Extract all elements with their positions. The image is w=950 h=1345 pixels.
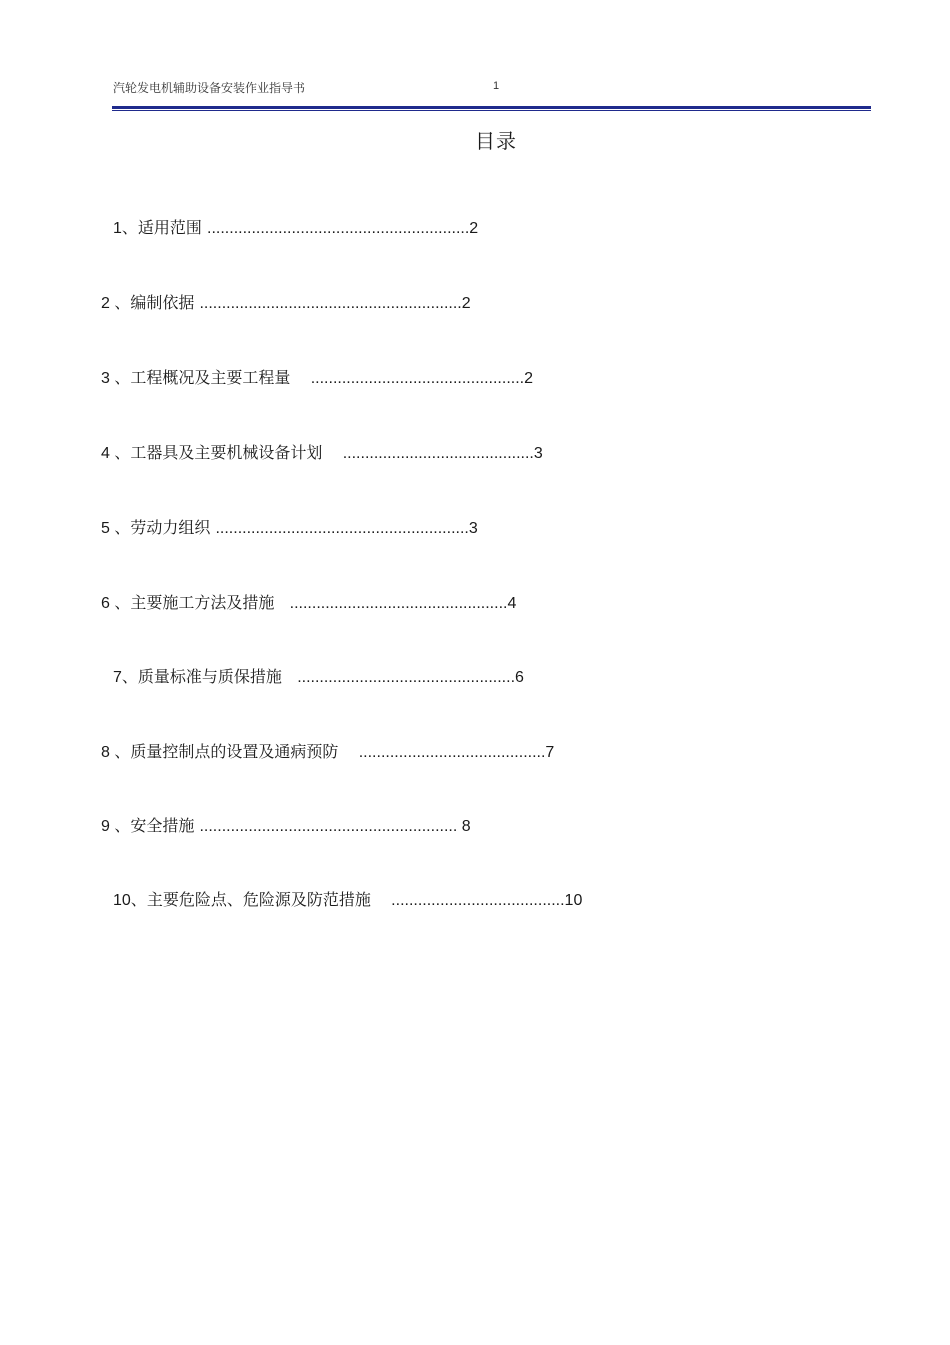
toc-item-leader: .........................................................	[215, 520, 469, 537]
toc-item-number: 8 、	[101, 744, 131, 761]
toc-item-title: 质量控制点的设置及通病预防	[130, 742, 339, 761]
header-divider-thin	[112, 110, 871, 111]
toc-item-page: 7	[545, 744, 555, 761]
toc-item-6[interactable]	[101, 593, 516, 614]
toc-item-page: 3	[533, 445, 543, 462]
toc-item-leader: .................................................	[297, 669, 516, 686]
toc-item-7[interactable]	[113, 667, 524, 688]
toc-item-title: 适用范围	[137, 218, 202, 237]
toc-item-leader: ..........................................................	[199, 818, 458, 835]
page-number: 1	[493, 80, 500, 92]
toc-item-number: 2 、	[101, 295, 131, 312]
toc-item-page: 2	[469, 220, 479, 237]
toc-item-3[interactable]	[101, 368, 533, 389]
toc-item-number: 9 、	[101, 818, 131, 835]
toc-item-number: 1、	[113, 220, 138, 237]
toc-item-title: 安全措施	[130, 816, 195, 835]
document-title: 汽轮发电机辅助设备安装作业指导书	[113, 81, 306, 95]
toc-item-page: 2	[461, 295, 471, 312]
toc-item-leader: .................................................	[289, 595, 508, 612]
toc-item-5[interactable]	[101, 518, 478, 539]
toc-item-8[interactable]	[101, 742, 554, 763]
toc-item-number: 5 、	[101, 520, 131, 537]
toc-item-number: 3 、	[101, 370, 131, 387]
toc-item-page: 8	[457, 818, 471, 835]
toc-item-page: 4	[507, 595, 517, 612]
toc-item-title: 工器具及主要机械设备计划	[130, 443, 323, 462]
toc-item-page: 2	[524, 370, 533, 387]
toc-item-leader: ...........................................	[342, 445, 534, 462]
toc-item-leader: .......................................	[391, 892, 565, 909]
toc-item-title: 劳动力组织	[130, 518, 211, 537]
toc-item-page: 10	[564, 892, 583, 909]
toc-item-page: 6	[515, 669, 524, 686]
toc-item-title: 编制依据	[130, 293, 195, 312]
toc-item-title: 工程概况及主要工程量	[130, 368, 291, 387]
toc-item-9[interactable]	[101, 816, 471, 837]
toc-item-number: 7、	[113, 669, 138, 686]
toc-item-2[interactable]	[101, 293, 471, 314]
toc-item-leader: ..........................................	[358, 744, 546, 761]
toc-item-page: 3	[468, 520, 478, 537]
toc-heading: 目录	[475, 129, 517, 153]
toc-item-title: 主要施工方法及措施	[130, 593, 275, 612]
toc-item-leader: ...........................................................	[199, 295, 462, 312]
toc-item-leader: ................................................	[310, 370, 525, 387]
toc-item-number: 6 、	[101, 595, 131, 612]
header-divider	[112, 106, 871, 112]
toc-item-1[interactable]	[113, 218, 478, 239]
header-divider-thick	[112, 106, 871, 109]
toc-item-number: 10、	[113, 892, 147, 909]
toc-item-number: 4 、	[101, 445, 131, 462]
toc-item-title: 质量标准与质保措施	[137, 667, 282, 686]
toc-item-4[interactable]	[101, 443, 543, 464]
toc-item-leader: ...........................................................	[207, 220, 470, 237]
toc-item-title: 主要危险点、危险源及防范措施	[146, 890, 371, 909]
toc-item-10[interactable]	[113, 890, 582, 911]
